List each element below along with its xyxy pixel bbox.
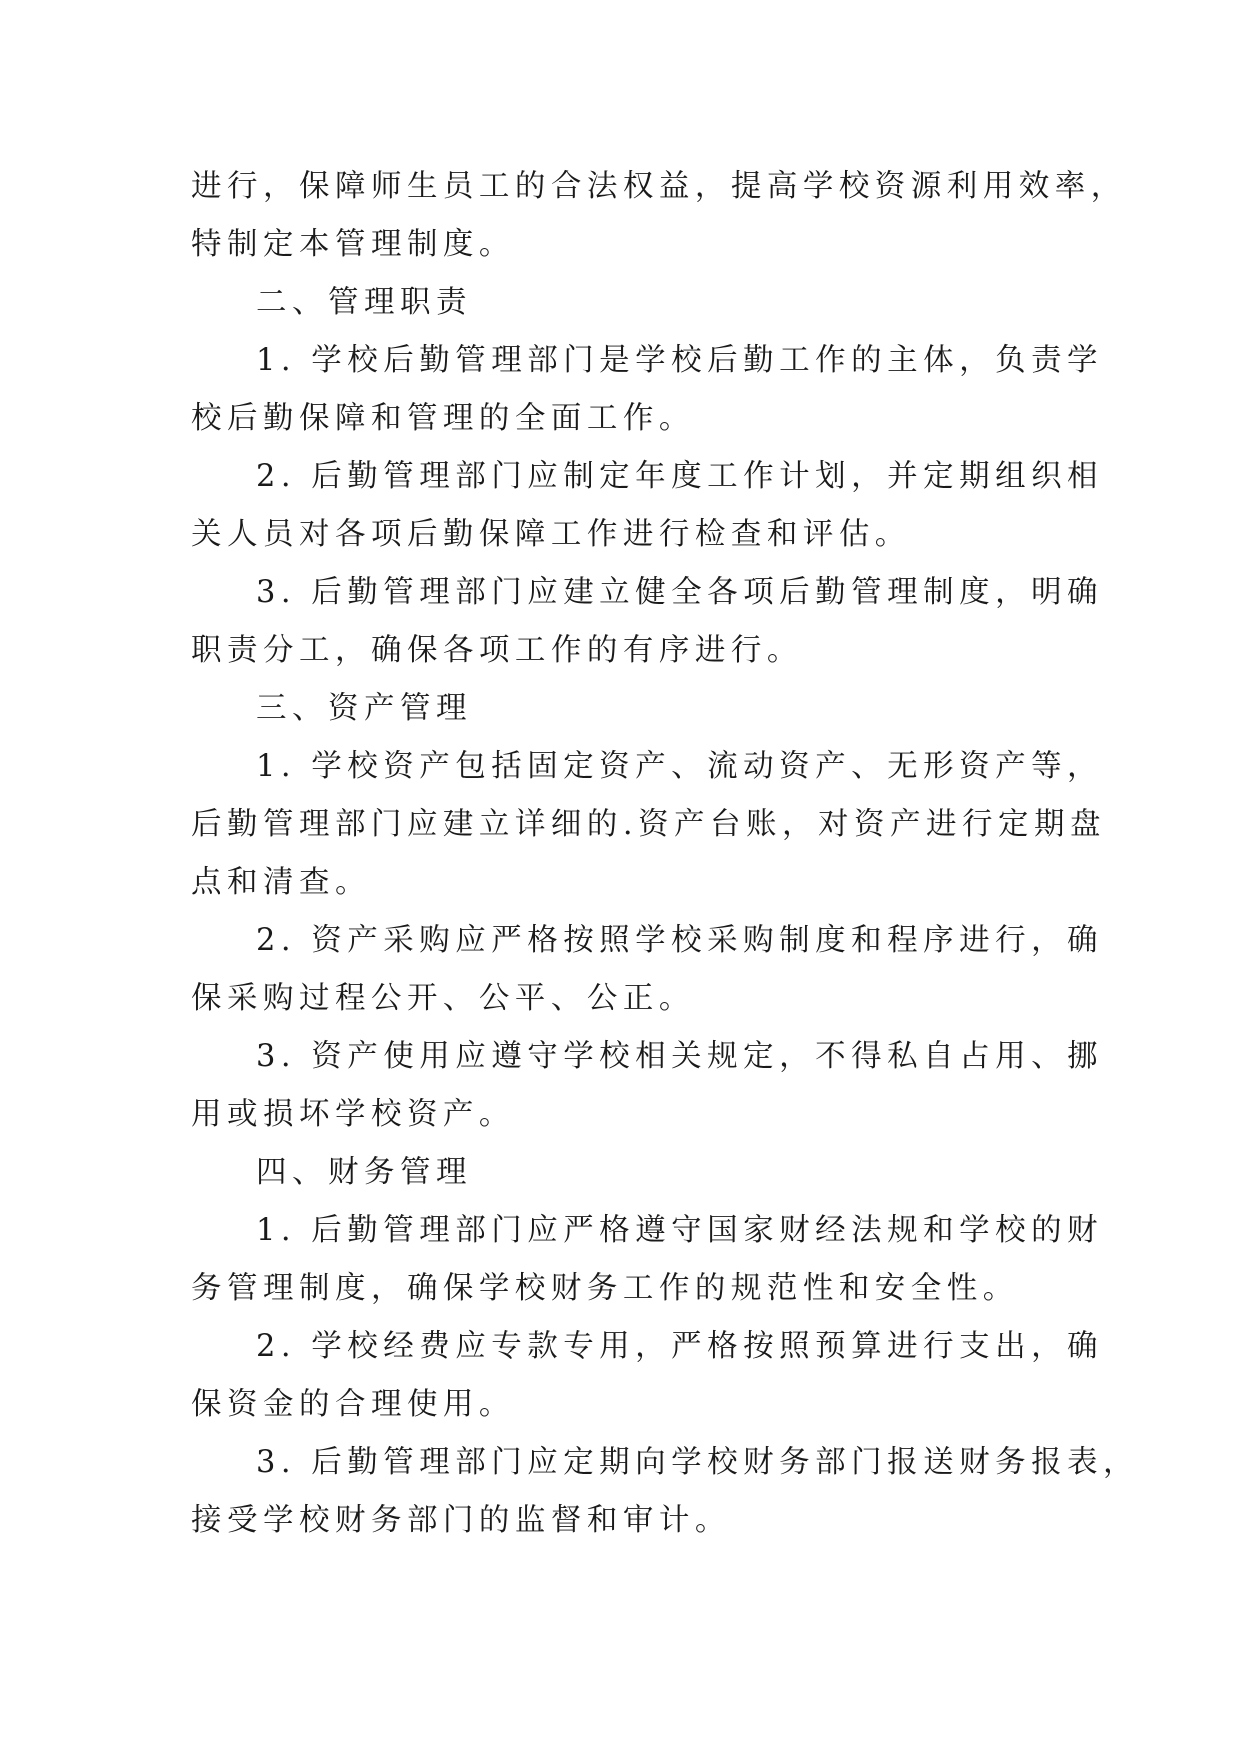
text-line: 关人员对各项后勤保障工作进行检查和评估。 — [191, 517, 911, 552]
text-line: 3. 资产使用应遵守学校相关规定，不得私自占用、挪 — [256, 1039, 1104, 1074]
document-body — [191, 158, 1140, 1550]
text-line: 2. 资产采购应严格按照学校采购制度和程序进行，确 — [256, 923, 1104, 958]
section-heading: 四、财务管理 — [256, 1155, 472, 1190]
section-heading: 二、管理职责 — [256, 285, 472, 320]
text-line: 接受学校财务部门的监督和审计。 — [191, 1503, 731, 1538]
text-line: 进行，保障师生员工的合法权益，提高学校资源利用效率， — [191, 169, 1127, 204]
text-line: 3. 后勤管理部门应定期向学校财务部门报送财务报表， — [256, 1445, 1140, 1480]
text-line: 1. 后勤管理部门应严格遵守国家财经法规和学校的财 — [256, 1213, 1104, 1248]
text-line: 2. 学校经费应专款专用，严格按照预算进行支出，确 — [256, 1329, 1104, 1364]
text-line: 职责分工，确保各项工作的有序进行。 — [191, 633, 803, 668]
text-line: 1. 学校后勤管理部门是学校后勤工作的主体，负责学 — [256, 343, 1104, 378]
text-line: 保采购过程公开、公平、公正。 — [191, 981, 695, 1016]
text-line: 特制定本管理制度。 — [191, 227, 515, 262]
section-heading: 三、资产管理 — [256, 691, 472, 726]
text-line: 用或损坏学校资产。 — [191, 1097, 515, 1132]
text-line: 务管理制度，确保学校财务工作的规范性和安全性。 — [191, 1271, 1019, 1306]
text-line: 保资金的合理使用。 — [191, 1387, 515, 1422]
text-line: 点和清查。 — [191, 865, 371, 900]
text-line: 1. 学校资产包括固定资产、流动资产、无形资产等， — [256, 749, 1104, 784]
text-line: 3. 后勤管理部门应建立健全各项后勤管理制度，明确 — [256, 575, 1104, 610]
text-line: 2. 后勤管理部门应制定年度工作计划，并定期组织相 — [256, 459, 1104, 494]
text-line: 校后勤保障和管理的全面工作。 — [191, 401, 695, 436]
text-line: 后勤管理部门应建立详细的.资产台账，对资产进行定期盘 — [191, 807, 1106, 842]
